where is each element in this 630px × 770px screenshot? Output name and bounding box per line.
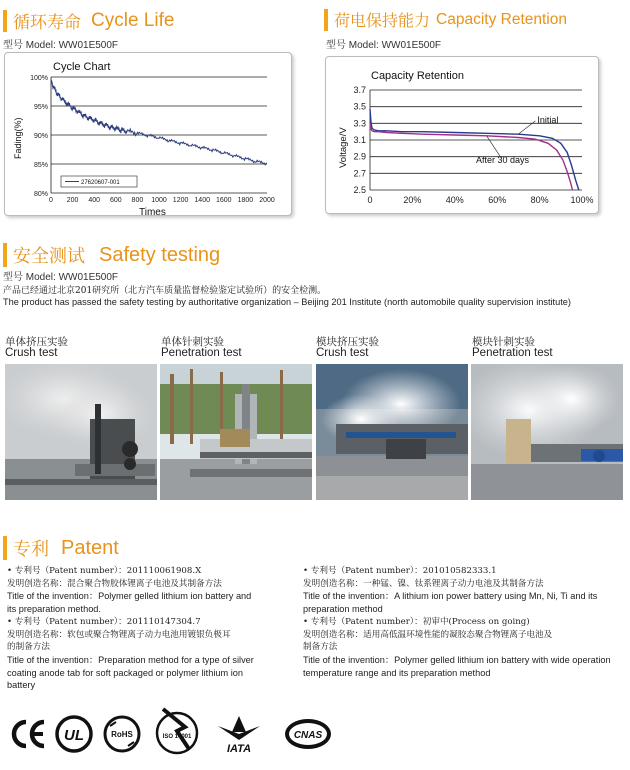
y-tick-label: 2.7 (353, 168, 366, 179)
ul-logo-text: UL (64, 727, 84, 744)
patent-title-line: temperature range and its preparation method (303, 667, 491, 678)
x-tick-label: 20% (403, 195, 422, 205)
module-penetration-test-photo (471, 364, 623, 500)
header-accent-bar (324, 9, 328, 31)
patent-name-cn: 发明创造名称：适用高低温环境性能的凝胶态聚合物锂离子电池及 (303, 629, 553, 640)
safety-title-cn: 安全测试 (13, 246, 85, 267)
test-label-en: Crush test (316, 347, 369, 359)
annotation-label: After 30 days (476, 155, 530, 165)
header-accent-bar (3, 536, 7, 560)
patent-title-line: Title of the invention：A lithium ion power battery using Mn, Ni, Ti and its (303, 591, 598, 602)
cycle-model-label: 型号 Model: WW01E500F (3, 40, 119, 51)
patent-number: • 专利号（Patent number）：201010582333.1 (303, 566, 497, 576)
penetration-test-photo (160, 364, 312, 500)
y-tick-label: 3.7 (353, 85, 366, 95)
y-axis-label: Fading(%) (13, 117, 23, 159)
patent-name-cn: 发明创造名称：一种锰、镍、钛系锂离子动力电池及其制备方法 (303, 578, 544, 589)
y-tick-label: 3.1 (353, 135, 366, 145)
y-tick-label: 90% (33, 133, 48, 140)
rohs-logo-text: RoHS (111, 730, 133, 739)
chart-title: Cycle Chart (53, 61, 111, 73)
y-tick-label: 95% (33, 104, 48, 111)
header-accent-bar (3, 10, 7, 32)
x-tick-label: 60% (488, 195, 507, 205)
x-tick-label: 2000 (259, 197, 275, 204)
test-label-en: Crush test (5, 347, 58, 359)
patent-header (3, 535, 119, 561)
iso-logo-text: ISO 14001 (162, 734, 192, 740)
patent-title-line: preparation method (303, 604, 383, 615)
cnas-logo (283, 716, 333, 756)
cycle-life-title-en: Cycle Life (91, 9, 175, 31)
x-tick-label: 1200 (172, 197, 189, 204)
patent-number: • 专利号（Patent number）：201110147304.7 (7, 616, 201, 627)
patent-number: • 专利号（Patent number）：初审中(Process on going) (303, 616, 530, 627)
capacity-chart (326, 57, 600, 215)
safety-title-en: Safety testing (99, 243, 221, 266)
test-label-en: Penetration test (161, 347, 242, 359)
legend-label: 27620607-001 (81, 180, 120, 186)
patent-list-right (303, 565, 628, 679)
patent-title-line: Title of the invention：Polymer gelled lithium ion battery with wide operation (303, 654, 611, 665)
iata-logo-text: IATA (226, 743, 252, 754)
iata-logo (212, 714, 266, 758)
rohs-logo (102, 714, 142, 758)
capacity-chart-frame (325, 56, 599, 214)
y-axis-label: Voltage/V (338, 127, 349, 168)
test-label-cn: 模块针刺实验 (472, 336, 535, 348)
capacity-title-en: Capacity Retention (436, 10, 567, 28)
capacity-model-label: 型号 Model: WW01E500F (326, 40, 442, 51)
y-tick-label: 2.5 (353, 185, 366, 195)
cycle-life-header (3, 8, 174, 33)
patent-number: • 专利号（Patent number）：201110061908.X (7, 566, 202, 576)
x-tick-label: 400 (88, 197, 101, 204)
capacity-header (324, 8, 567, 31)
patent-title-line: Title of the invention：Preparation method for a type of silver (7, 654, 254, 665)
y-tick-label: 3.5 (353, 101, 366, 112)
patent-name-cn: 发明创造名称：软包或聚合物锂离子动力电池用镀银负极耳 (7, 629, 231, 640)
x-tick-label: 1600 (216, 197, 232, 204)
header-accent-bar (3, 243, 7, 267)
crush-test-photo (5, 364, 157, 500)
cycle-life-title-cn: 循环寿命 (13, 13, 81, 33)
y-tick-label: 3.3 (353, 118, 366, 129)
ce-mark-logo (8, 714, 48, 758)
safety-header (3, 242, 220, 268)
test-label-cn: 单体针刺实验 (161, 336, 224, 348)
patent-title-line: battery (7, 680, 36, 691)
x-tick-label: 1400 (194, 197, 210, 204)
y-tick-label: 100% (30, 75, 48, 82)
cycle-chart (5, 53, 293, 217)
x-axis-label: Times (139, 207, 166, 217)
iso-14001-logo (155, 705, 199, 761)
ul-listed-logo (54, 714, 94, 758)
patent-title-cn: 专利 (13, 539, 49, 560)
patent-name-cn: 制备方法 (303, 642, 338, 653)
series-line-27620607-001 (51, 80, 267, 165)
x-tick-label: 1000 (151, 197, 167, 204)
y-tick-label: 2.9 (353, 151, 366, 162)
x-tick-label: 200 (66, 197, 79, 204)
x-tick-label: 80% (530, 195, 549, 205)
test-label-en: Penetration test (472, 347, 553, 359)
patent-title-en: Patent (61, 536, 119, 559)
x-tick-label: 0 (49, 197, 53, 204)
cnas-logo-text: CNAS (293, 730, 323, 741)
chart-title: Capacity Retention (371, 70, 464, 82)
annotation-leader (518, 121, 535, 134)
patent-title-line: its preparation method. (7, 604, 101, 615)
x-tick-label: 40% (445, 195, 464, 205)
annotation-label: Initial (537, 115, 559, 125)
test-label-cn: 模块挤压实验 (316, 336, 379, 348)
patent-title-line: Title of the invention：Polymer gelled lithium ion battery and (7, 591, 252, 602)
test-label-cn: 单体挤压实验 (5, 336, 68, 348)
patent-name-cn: 的制备方法 (7, 642, 50, 653)
patent-list-left (7, 565, 297, 692)
y-tick-label: 80% (33, 191, 48, 198)
capacity-title-cn: 荷电保持能力 (334, 11, 431, 30)
y-tick-label: 85% (33, 162, 48, 169)
x-tick-label: 1800 (237, 197, 254, 204)
module-crush-test-photo (316, 364, 468, 500)
safety-model-label: 型号 Model: WW01E500F (3, 272, 119, 283)
patent-name-cn: 发明创造名称：混合聚合物胶体锂离子电池及其制备方法 (7, 578, 222, 589)
x-tick-label: 800 (131, 197, 144, 204)
x-tick-label: 0 (367, 195, 373, 205)
cycle-chart-frame (4, 52, 292, 216)
x-tick-label: 100% (570, 195, 594, 205)
x-tick-label: 600 (109, 197, 122, 204)
safety-desc-cn: 产品已经通过北京201研究所（北方汽车质量监督检验鉴定试验所）的安全检测。 (3, 286, 327, 296)
patent-title-line: coating anode tab for soft packaged or polymer lithium ion (7, 667, 243, 678)
safety-desc-en: The product has passed the safety testing by authoritative organization – Beijing 201 Institute (north automobile quality supervision institute) (3, 297, 571, 307)
